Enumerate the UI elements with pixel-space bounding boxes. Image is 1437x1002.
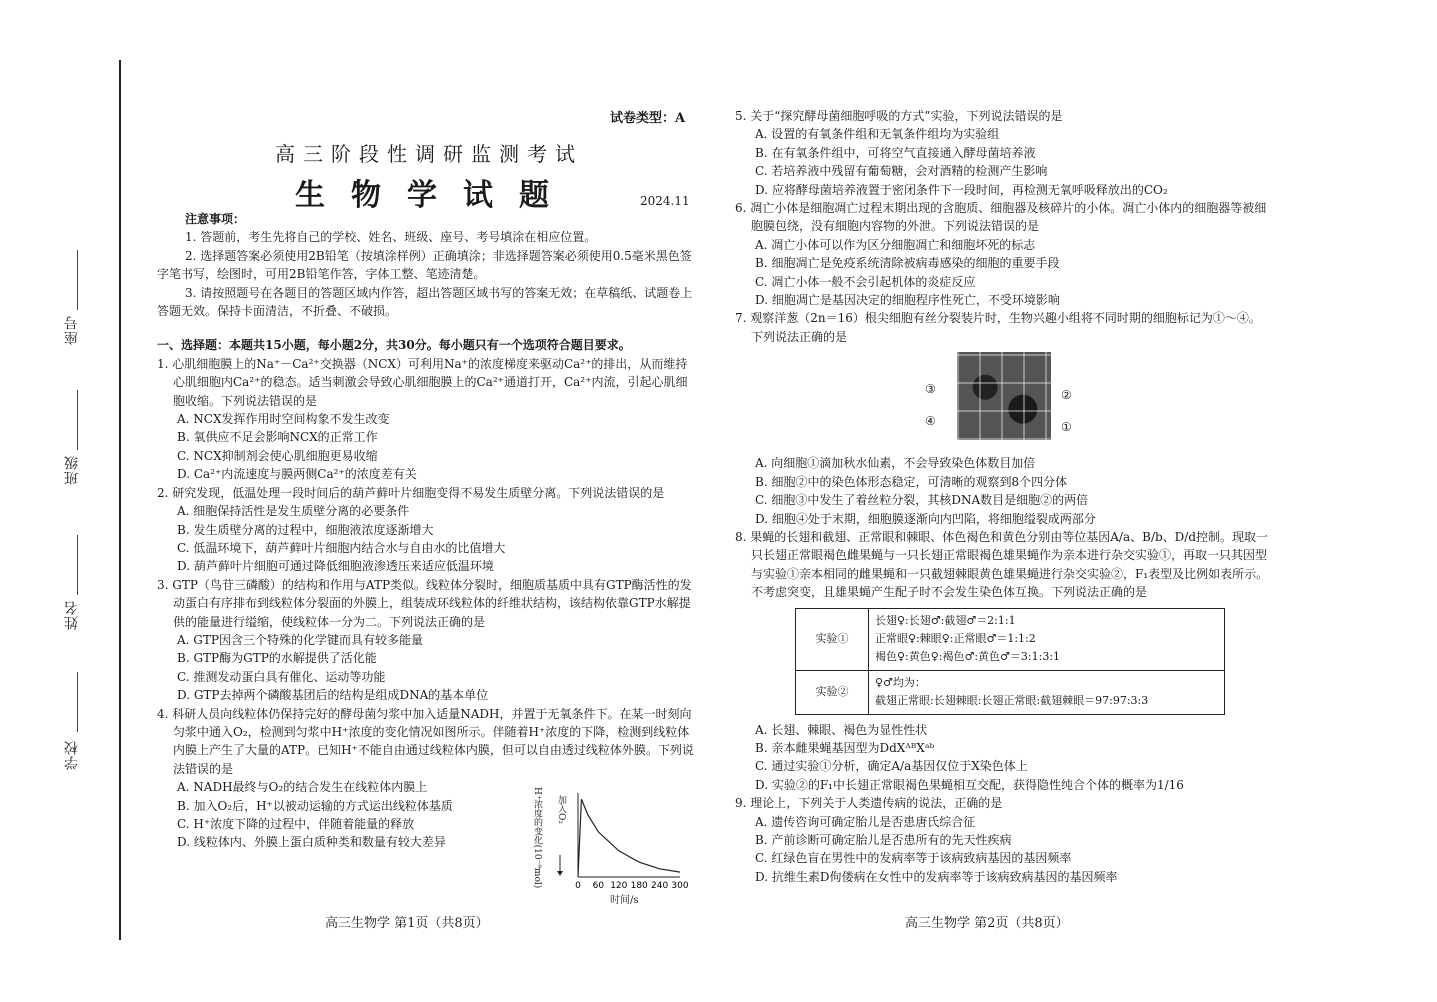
option: D. 实验②的F₁中长翅正常眼褐色果蝇相互交配，获得隐性纯合个体的概率为1/16: [755, 777, 1184, 792]
option: C. 凋亡小体一般不会引起机体的炎症反应: [755, 274, 976, 289]
x-tick-label: 60: [592, 881, 605, 891]
right-column: [735, 107, 1270, 886]
name-blank: [77, 535, 78, 595]
cell-label-1: ①: [1061, 420, 1072, 435]
table-line: 褐色♀:黄色♀:褐色♂:黄色♂＝3:1:3:1: [875, 650, 1061, 664]
question-stem: 3. GTP（鸟苷三磷酸）的结构和作用与ATP类似。线粒体分裂时，细胞质基质中具有GTP酶活性的发动蛋白有序排布到线粒体分裂面的外膜上，组装成环线粒体的纤维状结构，该结构依靠GTP水解提供的能量进行缢缩，使线粒体一分为二。下列说法正确的是: [157, 577, 692, 629]
chart-xlabel: 时间/s: [610, 895, 639, 906]
option: D. Ca²⁺内流速度与膜两侧Ca²⁺的浓度差有关: [177, 467, 417, 482]
option: A. 设置的有氧条件组和无氧条件组均为实验组: [755, 127, 1000, 142]
cell-label-3: ③: [925, 382, 936, 397]
paper-type: 试卷类型：A: [610, 111, 686, 126]
name-label: 姓名: [64, 600, 80, 630]
subject-title: 生物学试题: [295, 178, 575, 213]
option: A. 凋亡小体可以作为区分细胞凋亡和细胞坏死的标志: [755, 237, 1036, 252]
question-stem: 6. 凋亡小体是细胞凋亡过程末期出现的含胞质、细胞器及核碎片的小体。凋亡小体内的细胞器等被细胞膜包绕，没有细胞内容物的外泄。下列说法错误的是: [735, 201, 1267, 234]
notice-item: 3. 请按照题号在各题目的答题区域内作答，超出答题区域书写的答案无效；在草稿纸、试题卷上答题无效。保持卡面清洁，不折叠、不破损。: [157, 285, 693, 319]
micrograph-figure: [735, 350, 1270, 450]
option: C. H⁺浓度下降的过程中，伴随着能量的释放: [177, 817, 415, 831]
option: C. 若培养液中残留有葡萄糖，会对酒精的检测产生影响: [755, 164, 1048, 179]
table-cell: 实验②: [796, 670, 869, 714]
table-cell: [869, 670, 1225, 714]
table-line: 正常眼♀:棘眼♀:正常眼♂＝1:1:2: [875, 631, 1036, 645]
option: C. 红绿色盲在男性中的发病率等于该病致病基因的基因频率: [755, 851, 1072, 866]
class-blank: [77, 390, 78, 450]
option: B. GTP酶为GTP的水解提供了活化能: [177, 651, 377, 666]
option: B. 氧供应不足会影响NCX的正常工作: [177, 430, 378, 445]
question-stem: 7. 观察洋葱（2n＝16）根尖细胞有丝分裂装片时，生物兴趣小组将不同时期的细胞标记为①～④。下列说法正确的是: [735, 311, 1261, 344]
o2-arrowhead: [557, 871, 563, 876]
option: B. 发生质壁分离的过程中，细胞液浓度逐渐增大: [177, 522, 434, 537]
option: D. 线粒体内、外膜上蛋白质种类和数量有较大差异: [177, 835, 446, 850]
notice-item: 1. 答题前，考生先将自己的学校、姓名、班级、座号、考号填涂在相应位置。: [185, 230, 597, 245]
question-stem: 2. 研究发现，低温处理一段时间后的葫芦藓叶片细胞变得不易发生质壁分离。下列说法错误的是: [157, 485, 665, 500]
x-tick-label: 300: [671, 881, 689, 891]
footer-page-2: 高三生物学 第2页（共8页）: [905, 916, 1069, 931]
h-concentration-chart: [520, 785, 690, 906]
question-stem: 5. 关于“探究酵母菌细胞呼吸的方式”实验，下列说法错误的是: [735, 109, 1063, 123]
seat-label: 座号: [64, 315, 80, 345]
option: C. 细胞③中发生了着丝粒分裂，其核DNA数目是细胞②的两倍: [755, 493, 1089, 508]
x-tick-label: 0: [575, 881, 581, 891]
chart-ylabel: H⁺浓度的变化(10⁻⁹mol): [532, 787, 542, 889]
question-stem: 1. 心肌细胞膜上的Na⁺－Ca²⁺交换器（NCX）可利用Na⁺的浓度梯度来驱动Ca²⁺的排出，从而维持心肌细胞内Ca²⁺的稳态。适当刺激会导致心肌细胞膜上的Ca²⁺通道打开，Ca²⁺内流，引起心肌细胞收缩。下列说法错误的是: [157, 356, 688, 408]
question-stem: 4. 科研人员向线粒体仍保持完好的酵母菌匀浆中加入适量NADH，并置于无氧条件下。在某一时刻向匀浆中通入O₂，检测到匀浆中H⁺浓度的变化情况如图所示。伴随着H⁺浓度的下降，检测到线粒体内膜上产生了大量的ATP。已知H⁺不能自由通过线粒体内膜，但可以自由透过线粒体外膜。下列说法错误的是: [157, 706, 694, 776]
option: C. 通过实验①分析，确定A/a基因仅位于X染色体上: [755, 759, 1028, 774]
results-table: [795, 608, 1225, 715]
option: D. 细胞④处于末期，细胞膜逐渐向内凹陷，将细胞缢裂成两部分: [755, 511, 1096, 526]
cell-label-2: ②: [1061, 388, 1072, 403]
option: B. 亲本雌果蝇基因型为DdXᴬᴮXᵃᵇ: [755, 740, 935, 755]
table-line: 截翅正常眼:长翅棘眼:长翅正常眼:截翅棘眼＝97:97:3:3: [875, 694, 1149, 708]
chart-canvas: [520, 785, 690, 903]
option: D. GTP去掉两个磷酸基团后的结构是组成DNA的基本单位: [177, 688, 489, 703]
school-blank: [77, 672, 78, 732]
o2-label: 加入O₂: [556, 795, 566, 824]
option: C. 推测发动蛋白具有催化、运动等功能: [177, 669, 386, 684]
option: D. 细胞凋亡是基因决定的细胞程序性死亡，不受环境影响: [755, 293, 1060, 308]
h-concentration-line: [578, 799, 680, 877]
x-tick-label: 120: [610, 881, 628, 891]
table-line: 长翅♀:长翅♂:截翅♂＝2:1:1: [875, 613, 1016, 627]
option: A. NCX发挥作用时空间构象不发生改变: [177, 412, 390, 427]
binding-line: [119, 60, 121, 940]
x-tick-label: 180: [630, 881, 648, 891]
school-label: 学校: [64, 740, 80, 770]
seat-blank: [77, 250, 78, 310]
notice-item: 2. 选择题答案必须使用2B铅笔（按填涂样例）正确填涂；非选择题答案必须使用0.5毫米黑色签字笔书写，绘图时，可用2B铅笔作答，字体工整、笔迹清楚。: [157, 248, 692, 282]
table-cell: [869, 608, 1225, 670]
table-row: [796, 608, 1225, 670]
option: B. 细胞②中的染色体形态稳定，可清晰的观察到8个四分体: [755, 474, 1068, 489]
exam-title: 高三阶段性调研监测考试: [275, 142, 583, 166]
question-stem: 9. 理论上，下列关于人类遗传病的说法，正确的是: [735, 796, 1003, 811]
cell-label-4: ④: [925, 414, 936, 429]
footer-page-1: 高三生物学 第1页（共8页）: [325, 916, 489, 931]
onion-cells-image: [957, 352, 1051, 440]
exam-date: 2024.11: [640, 194, 690, 208]
table-cell: 实验①: [796, 608, 869, 670]
option: D. 葫芦藓叶片细胞可通过降低细胞液渗透压来适应低温环境: [177, 559, 494, 574]
option: D. 抗维生素D佝偻病在女性中的发病率等于该病致病基因的基因频率: [755, 869, 1118, 884]
option: B. 产前诊断可确定胎儿是否患所有的先天性疾病: [755, 833, 1012, 847]
question-stem: 8. 果蝇的长翅和截翅、正常眼和棘眼、体色褐色和黄色分别由等位基因A/a、B/b、D/d控制。现取一只长翅正常眼褐色雌果蝇与一只长翅正常眼褐色雄果蝇作为亲本进行杂交实验①，再取一只其因型与实验①亲本相同的雌果蝇和一只截翅棘眼黄色雄果蝇进行杂交实验②，F₁表型及比例如表所示。不考虑突变，且雄果蝇产生配子时不会发生染色体互换。下列说法正确的是: [735, 529, 1269, 600]
option: B. 加入O₂后，H⁺以被动运输的方式运出线粒体基质: [177, 798, 453, 813]
option: C. NCX抑制剂会使心肌细胞更易收缩: [177, 448, 378, 463]
option: A. GTP因含三个特殊的化学键而具有较多能量: [177, 632, 423, 647]
table-line: ♀♂均为：: [875, 675, 926, 689]
section-title: 一、选择题：本题共15小题，每小题2分，共30分。每小题只有一个选项符合题目要求。: [157, 338, 631, 353]
class-label: 班级: [64, 455, 80, 485]
option: B. 在有氧条件组中，可将空气直接通入酵母菌培养液: [755, 145, 1036, 160]
option: B. 细胞凋亡是免疫系统清除被病毒感染的细胞的重要手段: [755, 256, 1060, 271]
left-column: [157, 210, 695, 852]
option: A. 长翅、棘眼、褐色为显性性状: [755, 722, 928, 737]
option: A. 细胞保持活性是发生质壁分离的必要条件: [177, 504, 410, 519]
option: A. 向细胞①滴加秋水仙素，不会导致染色体数目加倍: [755, 456, 1036, 471]
x-tick-label: 240: [651, 881, 669, 891]
notice-title: 注意事项：: [185, 212, 246, 226]
option: A. NADH最终与O₂的结合发生在线粒体内膜上: [177, 780, 428, 795]
option: C. 低温环境下，葫芦藓叶片细胞内结合水与自由水的比值增大: [177, 540, 506, 555]
option: A. 遗传咨询可确定胎儿是否患唐氏综合征: [755, 814, 976, 829]
option: D. 应将酵母菌培养液置于密闭条件下一段时间，再检测无氧呼吸释放出的CO₂: [755, 182, 1168, 197]
table-row: [796, 670, 1225, 714]
